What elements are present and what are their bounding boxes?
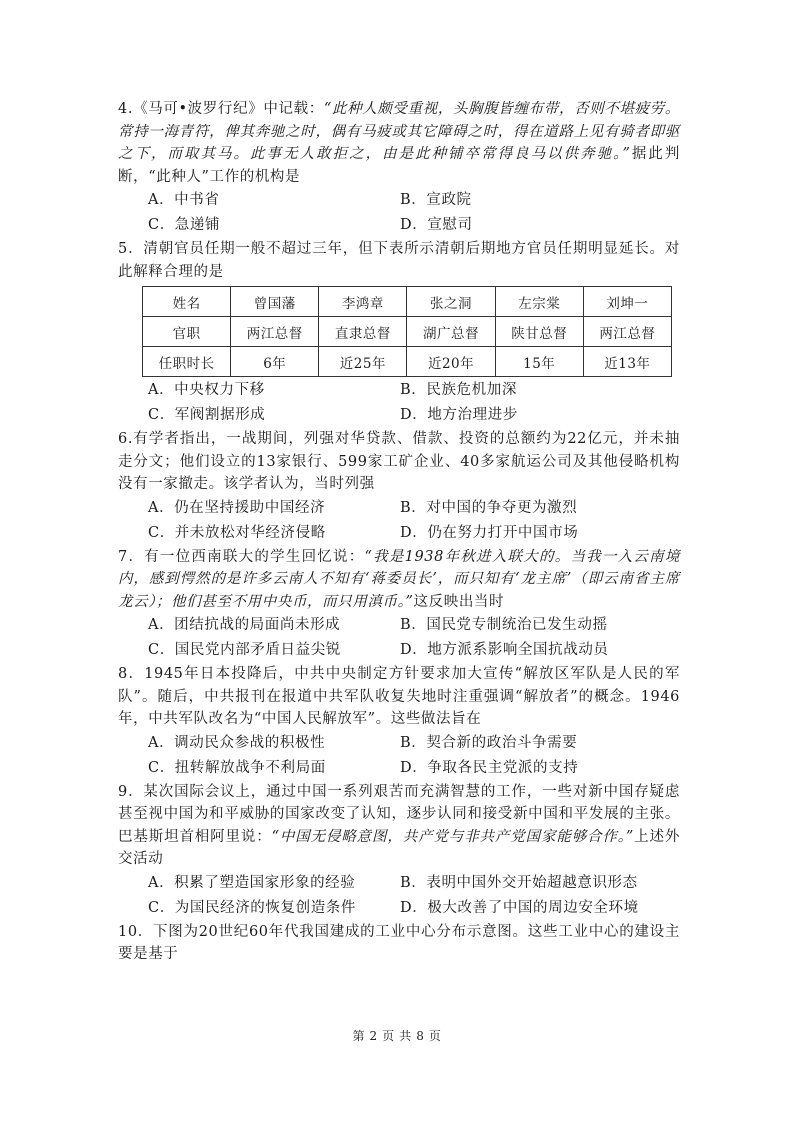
question-4-stem (118, 98, 680, 188)
question-9-options (148, 871, 680, 921)
option-d[interactable]: D．地方治理进步 (400, 407, 518, 423)
question-5-stem: 5．清朝官员任期一般不超过三年，但下表所示清朝后期地方官员任期明显延长。对此解释合理的是 (118, 241, 680, 280)
table-cell: 陕甘总督 (495, 317, 583, 347)
question-8-stem: 8．1945年日本投降后，中共中央制定方针要求加大宣传“解放区军队是人民的军队”。随后，中共报刊在报道中共军队收复失地时注重强调“解放者”的概念。1946年，中共军队改名为“中国人民解放军”。这些做法旨在 (118, 666, 680, 727)
table-cell: 15年 (495, 347, 583, 377)
option-a[interactable]: A．积累了塑造国家形象的经验 (148, 874, 356, 891)
table-cell: 曾国藩 (231, 287, 319, 317)
table-cell: 近13年 (583, 347, 671, 377)
question-7-stem (118, 546, 680, 614)
question-4-stem-prefix: 4.《马可•波罗行纪》中记载： (118, 101, 324, 117)
question-10 (118, 921, 680, 966)
question-9-quote: “中国无侵略意图，共产党与非共产党国家能够合作。” (271, 828, 634, 845)
table-row (143, 347, 672, 377)
table-cell: 近20年 (407, 347, 495, 377)
option-c[interactable]: C．军阀割据形成 (148, 407, 266, 423)
option-a[interactable]: A．仍在坚持援助中国经济 (148, 499, 326, 516)
question-9-stem-suffix: 上述外交活动 (118, 828, 681, 867)
exam-page (118, 98, 680, 966)
option-d[interactable]: D．争取各民主党派的支持 (400, 759, 579, 776)
question-4-options (148, 188, 680, 238)
table-cell: 官职 (143, 317, 231, 347)
table-cell: 李鸿章 (319, 287, 407, 317)
question-7-stem-suffix: 这反映出当时 (413, 593, 505, 610)
option-c[interactable]: C．并未放松对华经济侵略 (148, 524, 326, 541)
option-a[interactable]: A．调动民众参战的积极性 (148, 734, 326, 751)
table-cell: 两江总督 (583, 317, 671, 347)
table-cell: 6年 (231, 347, 319, 377)
question-9 (118, 781, 680, 921)
question-9-stem-prefix: 9．某次国际会议上，通过中国一系列艰苦而充满智慧的工作，一些对新中国存疑虑甚至视中国为和平威胁的国家改变了认知，逐步认同和接受新中国和平发展的主张。巴基斯坦首相阿里说： (118, 783, 680, 845)
option-d[interactable]: D．极大改善了中国的周边安全环境 (400, 899, 639, 916)
official-tenure-table (142, 286, 672, 377)
option-b[interactable]: B．契合新的政治斗争需要 (400, 734, 578, 751)
question-8 (118, 663, 680, 781)
question-5-options (148, 378, 680, 428)
option-a[interactable]: A．中央权力下移 (148, 382, 265, 398)
table-cell: 湖广总督 (407, 317, 495, 347)
question-7-quote: “我是1938年秋进入联大的。当我一入云南境内，感到愕然的是许多云南人不知有‘蒋委员长’，而只知有‘龙主席’（即云南省主席龙云）；他们甚至不用中央币，而只用滇币。” (118, 548, 680, 610)
table-cell: 刘坤一 (583, 287, 671, 317)
table-cell: 张之洞 (407, 287, 495, 317)
table-cell: 两江总督 (231, 317, 319, 347)
option-d[interactable]: D．仍在努力打开中国市场 (400, 524, 579, 541)
question-7-stem-prefix: 7．有一位西南联大的学生回忆说： (118, 548, 365, 565)
table-cell: 姓名 (143, 287, 231, 317)
question-5 (118, 238, 680, 428)
option-c[interactable]: C．为国民经济的恢复创造条件 (148, 899, 356, 916)
question-4-stem-suffix: 据此判断，“此种人”工作的机构是 (118, 146, 680, 185)
option-c[interactable]: C．国民党内部矛盾日益尖锐 (148, 642, 341, 658)
option-a[interactable]: A．中书省 (148, 192, 220, 208)
option-b[interactable]: B．表明中国外交开始超越意识形态 (400, 874, 638, 891)
question-8-options (148, 731, 680, 781)
option-b[interactable]: B．宣政院 (400, 192, 472, 208)
option-b[interactable]: B．国民党专制统治已发生动摇 (400, 617, 608, 633)
option-d[interactable]: D．地方派系影响全国抗战动员 (400, 642, 609, 658)
page-number-footer: 第 2 页 共 8 页 (352, 1029, 442, 1043)
question-4-quote: “此种人颇受重视，头胸腹皆缠布带，否则不堪疲劳。常持一海青符，俾其奔驰之时，偶有马疲或其它障碍之时，得在道路上见有骑者即驱之下，而取其马。此事无人敢拒之，由是此种铺卒常得良马以供奔驰。” (118, 101, 681, 162)
table-cell: 任职时长 (143, 347, 231, 377)
question-6-options (148, 496, 680, 546)
table-row (143, 287, 672, 317)
table-row (143, 317, 672, 347)
table-cell: 直隶总督 (319, 317, 407, 347)
table-cell: 近25年 (319, 347, 407, 377)
option-a[interactable]: A．团结抗战的局面尚未形成 (148, 617, 341, 633)
option-d[interactable]: D．宣慰司 (400, 217, 473, 233)
question-9-stem (118, 781, 680, 871)
table-cell: 左宗棠 (495, 287, 583, 317)
option-b[interactable]: B．民族危机加深 (400, 382, 517, 398)
option-b[interactable]: B．对中国的争夺更为激烈 (400, 499, 578, 516)
question-6-stem: 6.有学者指出，一战期间，列强对华贷款、借款、投资的总额约为22亿元，并未抽走分文；他们设立的13家银行、599家工矿企业、40多家航运公司及其他侵略机构没有一家撤走。该学者认为，当时列强 (118, 431, 680, 492)
question-10-stem: 10．下图为20世纪60年代我国建成的工业中心分布示意图。这些工业中心的建设主要是基于 (118, 923, 680, 962)
question-7-options (148, 613, 680, 663)
question-7 (118, 546, 680, 664)
option-c[interactable]: C．急递铺 (148, 217, 221, 233)
option-c[interactable]: C．扭转解放战争不利局面 (148, 759, 326, 776)
question-6 (118, 428, 680, 546)
question-4 (118, 98, 680, 238)
